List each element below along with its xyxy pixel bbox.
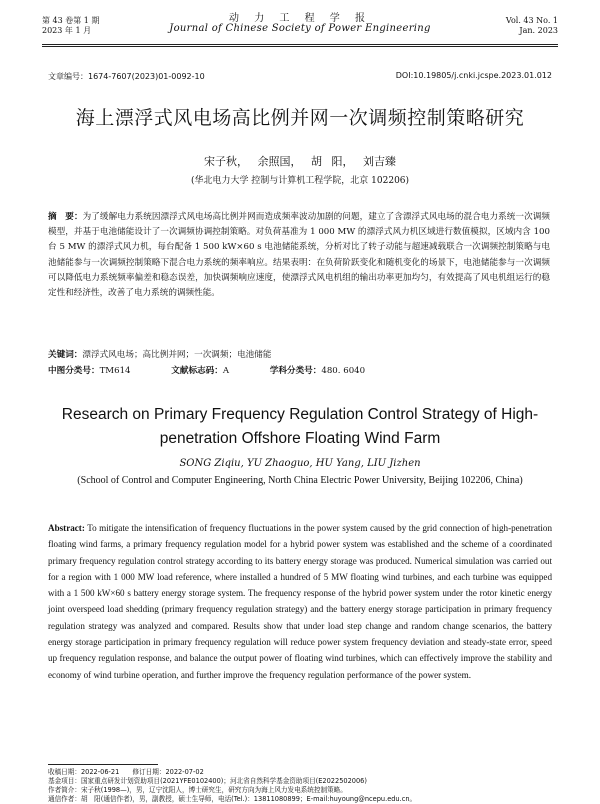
abstract-cn [48,210,550,301]
authors-cn: 宋子秋， 余照国， 胡 阳， 刘吉臻 [204,155,396,168]
abstract-en-text: To mitigate the intensification of frequency fluctuations in the power system caused by the grid connection of high-penetration floating wind farms, a primary frequency regulation model for a hybrid power system was established and the scheme of a coordinated primary frequency regulation control strategy according to its battery energy storage was produced. Numerical simulation was carried out for a region with 1 000 MW load reference, where installed a hundred of 5 MW floating wind turbines, and each turbine was equipped with a 1 500 kW×60 s battery energy storage system. The frequency response of the hybrid power system under the rotor kinetic energy joint overspeed load shedding (primary frequency regulation strategy) and the battery energy storage participation in primary frequency regulation strategy was analyzed and compared. Results show that under load step change and random change scenarios, the battery energy storage participation in primary frequency regulation will reduce power system frequency deviation and steady-state error, speed up frequency regulation response, and balance the output power of floating wind turbines, which can effectively improve the stability and economy of wind turbine operation, and further improve the frequency regulation performance of the power system. [48,523,553,680]
header-vol-no: Vol. 43 No. 1 [505,16,558,25]
subject-code: 学科分类号：480. 6040 [269,366,366,376]
header-date-cn: 2023 年 1 月 [42,26,92,35]
footnote-rule [48,764,158,765]
classification-line [48,364,550,376]
running-header [42,14,558,42]
abstract-cn-text: 为了缓解电力系统因漂浮式风电场高比例并网而造成频率波动加剧的问题，建立了含漂浮式风电场的混合电力系统一次调频模型，并基于电池储能设计了一次调频协调控制策略。对负荷基准为 1 000 MW 的漂浮式风力机区域进行数值模拟，区域内含 100 台 5 MW 的漂浮式风力机，每台配备 1 500 kW×60 s 电池储能系统，分析对比了转子动能与超速减载联合一次调频控制策略与电池储能参与一次调频控制策略下混合电力系统的频率响应。结果表明：在负荷阶跃变化和随机变化的场景下，电池储能参与一次调频可以降低电力系统频率偏差和稳态误差，加快调频响应速度，使漂浮式风电机组的输出功率更加均匀，有效提高了风电机组运行的稳定性和经济性，改善了电力系统的调频性能。 [48,212,550,299]
doi: DOI:10.19805/j.cnki.jcspe.2023.01.012 [395,71,552,80]
header-volume: 第 43 卷第 1 期 [42,16,100,25]
clc-number: 中图分类号：TM614 [48,366,131,376]
footnote-corresponding: 通信作者：胡 阳(通信作者)，男，副教授，硕士生导师，电话(Tel.)：13811080899；E-mail:huyoung@ncepu.edu.cn。 [48,795,417,803]
footnotes [48,768,558,804]
header-journal [42,14,558,34]
keywords-cn-label: 关键词： [48,350,83,360]
journal-name-cn: 动 力 工 程 学 报 [229,13,371,24]
article-number: 文章编号：1674-7607(2023)01-0092-10 [48,72,205,81]
document-code: 文献标志码：A [171,366,230,376]
header-rule-thin [42,46,558,47]
footnote-author: 作者简介：宋子秋(1998—)，男，辽宁沈阳人，博士研究生，研究方向为海上风力发电系统控制策略。 [48,786,347,794]
keywords-cn-text: 漂浮式风电场；高比例并网；一次调频；电池储能 [82,350,272,360]
header-date-en: Jan. 2023 [519,26,558,35]
journal-name-en: Journal of Chinese Society of Power Engineering [169,23,431,34]
abstract-en [48,520,552,683]
authors-en: SONG Ziqiu, YU Zhaoguo, HU Yang, LIU Jizhen [179,458,421,469]
keywords-cn [48,348,550,360]
page-title-en: Research on Primary Frequency Regulation Control Strategy of High-penetration Offshore Floating Wind Farm [61,406,539,447]
page-title-cn: 海上漂浮式风电场高比例并网一次调频控制策略研究 [75,107,525,129]
affiliation-en: (School of Control and Computer Engineering, North China Electric Power University, Beijing 102206, China) [77,475,523,486]
footnote-fund: 基金项目：国家重点研发计划资助项目(2021YFE0102400)；河北省自然科学基金资助项目(E2022502006) [48,777,367,785]
abstract-en-label: Abstract: [48,523,85,533]
header-volume-en [506,16,558,36]
abstract-cn-label: 摘 要： [48,212,83,222]
footnote-received: 收稿日期：2022-06-21 修订日期：2022-07-02 [48,768,204,776]
header-rule [42,44,558,45]
article-meta [48,71,552,82]
affiliation-cn: (华北电力大学 控制与计算机工程学院，北京 102206) [190,176,410,186]
